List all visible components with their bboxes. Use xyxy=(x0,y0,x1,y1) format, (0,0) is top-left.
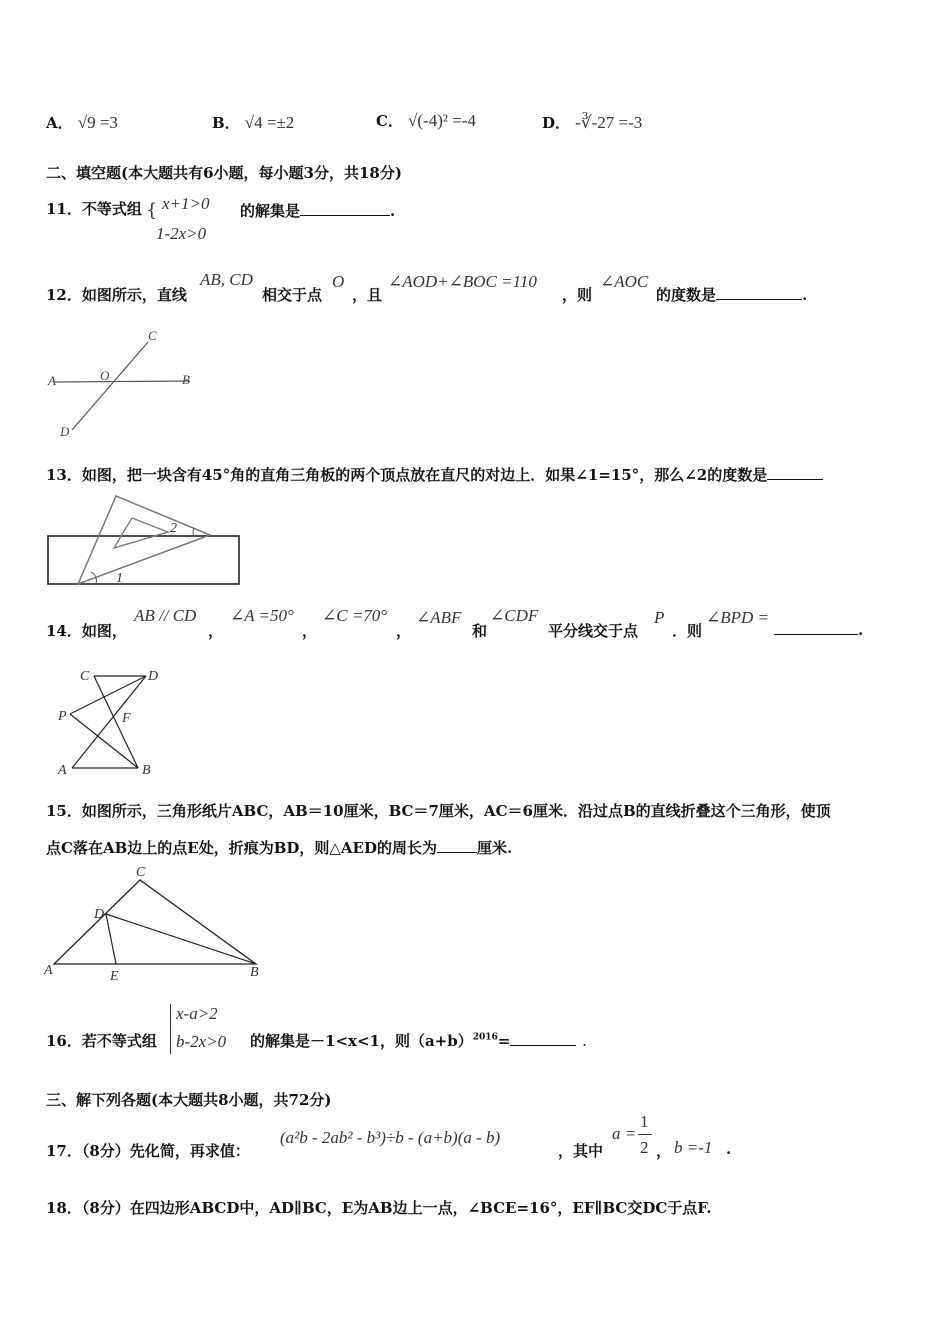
q14-angle-a: ∠A =50° xyxy=(230,606,294,625)
option-d-label: D． xyxy=(542,114,571,132)
q15-line1: 15．如图所示，三角形纸片ABC，AB＝10厘米，BC＝7厘米，AC＝6厘米．沿过点B的直线折叠这个三角形，使顶 xyxy=(46,802,831,820)
label-d: D xyxy=(94,907,105,922)
q14-c1: ， xyxy=(208,622,224,640)
q16-tail xyxy=(250,1030,587,1051)
q14-c3: ， xyxy=(396,622,412,640)
q17-t2: ，其中 xyxy=(558,1142,604,1160)
question-12 xyxy=(46,284,187,305)
option-c-label: C． xyxy=(376,112,403,130)
q14-answer-blank xyxy=(774,620,858,635)
angle-2-arc xyxy=(193,528,194,536)
set-square-outer xyxy=(78,496,210,584)
label-p: P xyxy=(58,709,67,724)
q18-text: 18．（8分）在四边形ABCD中，AD∥BC，E为AB边上一点，∠BCE=16°，EF∥BC交DC于点F. xyxy=(46,1199,712,1217)
q12-num: 12． xyxy=(46,286,82,304)
q11-suffix-wrap xyxy=(240,200,395,221)
q15-answer-blank xyxy=(437,838,477,853)
triangle-abc xyxy=(54,880,256,964)
q14-angle-cdf: ∠CDF xyxy=(490,606,539,625)
label-e: E xyxy=(110,969,119,984)
q14-c2: ， xyxy=(302,622,318,640)
q16-t1: 若不等式组 xyxy=(81,1032,157,1050)
option-d-expr: -∛-27 =-3 xyxy=(575,113,643,132)
q13-answer-blank xyxy=(767,465,823,480)
label-b: B xyxy=(250,965,259,980)
q17-frac-bar xyxy=(638,1134,652,1135)
label-1: 1 xyxy=(116,571,123,586)
q16-ineq2: b-2x>0 xyxy=(176,1032,227,1051)
q12-t4: ，则 xyxy=(562,286,593,304)
label-2: 2 xyxy=(170,521,177,536)
q14-t1: 如图， xyxy=(81,622,127,640)
option-c xyxy=(376,110,476,131)
q17-frac-den: 2 xyxy=(640,1138,649,1157)
label-o: O xyxy=(100,368,110,383)
option-b-label: B． xyxy=(212,114,240,132)
label-c: C xyxy=(80,669,90,684)
q11-ineq1: x+1>0 xyxy=(162,194,210,213)
section-3-title: 三、解下列各题(本大题共8小题，共72分) xyxy=(46,1091,332,1109)
question-13 xyxy=(46,464,823,485)
section-2-title: 二、填空题(本大题共有6小题，每小题3分，共18分) xyxy=(46,164,402,182)
q12-t5: 的度数是 xyxy=(656,286,717,304)
fold-bd xyxy=(106,914,256,964)
q12-angle-sum: ∠AOD+∠BOC =110 xyxy=(388,272,537,291)
q14-figure xyxy=(50,662,170,778)
label-b: B xyxy=(182,372,190,387)
q12-t3: ，且 xyxy=(352,286,383,304)
q11-brace: { xyxy=(146,200,158,221)
q14-angle-c: ∠C =70° xyxy=(322,606,388,625)
q15-line2a: 点C落在AB边上的点E处，折痕为BD，则△AED的周长为 xyxy=(46,839,437,857)
option-a xyxy=(46,112,118,133)
q14-end: . xyxy=(858,621,864,639)
option-b-expr: √4 =±2 xyxy=(244,113,295,132)
q14-t3: 平分线交于点 xyxy=(548,622,639,640)
q16-brace xyxy=(170,1004,173,1054)
q14-num: 14． xyxy=(46,622,82,640)
q11-ineq2: 1-2x>0 xyxy=(156,224,207,243)
label-b: B xyxy=(142,763,151,778)
q14-t4: ．则 xyxy=(672,622,703,640)
segment-de xyxy=(106,914,116,964)
question-11 xyxy=(46,198,142,219)
q14-tail xyxy=(774,620,863,639)
q16-t3: = xyxy=(497,1032,511,1050)
q14-t2: 和 xyxy=(472,622,488,640)
set-square-inner xyxy=(114,518,168,548)
label-c: C xyxy=(148,328,157,343)
segment-da xyxy=(72,676,146,768)
q14-angle-bpd: ∠BPD = xyxy=(706,608,770,627)
q12-t1: 如图所示，直线 xyxy=(81,286,187,304)
q17-expression: (a²b - 2ab² - b³)÷b - (a+b)(a - b) xyxy=(280,1128,501,1147)
q12-lines: AB, CD xyxy=(200,270,253,289)
question-14 xyxy=(46,620,127,641)
label-a: A xyxy=(58,763,67,778)
segment-cb xyxy=(94,676,138,768)
label-d: D xyxy=(60,424,70,439)
q15-line2b: 厘米. xyxy=(477,839,513,857)
q17-end: . xyxy=(726,1140,732,1158)
option-b xyxy=(212,112,294,133)
label-a: A xyxy=(48,373,56,388)
q16-ineq1: x-a>2 xyxy=(176,1004,218,1023)
option-a-label: A． xyxy=(46,114,73,132)
q12-point-o: O xyxy=(332,272,345,291)
q12-t2: 相交于点 xyxy=(262,286,323,304)
q13-figure xyxy=(44,490,244,588)
line-ab xyxy=(54,381,190,382)
q16-end: . xyxy=(582,1031,587,1050)
q17-frac-num: 1 xyxy=(640,1112,649,1131)
q11-suffix: 的解集是 xyxy=(240,202,301,220)
label-d: D xyxy=(148,669,159,684)
q17-num: 17． xyxy=(46,1142,82,1160)
option-a-expr: √9 =3 xyxy=(77,113,118,132)
q14-angle-abf: ∠ABF xyxy=(416,608,462,627)
option-d xyxy=(542,112,642,133)
label-a: A xyxy=(44,963,53,978)
q12-answer-blank xyxy=(716,285,802,300)
q17-t1: （8分）先化简，再求值： xyxy=(81,1142,250,1160)
q11-num: 11． xyxy=(46,200,82,218)
question-16 xyxy=(46,1030,157,1051)
line-cd xyxy=(72,342,148,430)
q12-end: . xyxy=(802,286,808,304)
q16-num: 16． xyxy=(46,1032,82,1050)
q16-answer-blank xyxy=(510,1031,576,1046)
q14-parallel: AB // CD xyxy=(134,606,197,625)
q15-figure xyxy=(40,862,270,984)
question-17 xyxy=(46,1140,250,1161)
option-c-expr: √(-4)² =-4 xyxy=(408,111,476,130)
q12-tail xyxy=(656,284,807,305)
q17-a-eq: a = xyxy=(612,1124,637,1143)
q11-answer-blank xyxy=(300,201,390,216)
q16-t2: 的解集是－1<x<1，则（a+b） xyxy=(250,1032,473,1050)
q17-comma: ， xyxy=(656,1142,672,1160)
label-f: F xyxy=(122,711,131,726)
q12-figure xyxy=(40,322,210,444)
q11-prefix: 不等式组 xyxy=(81,200,142,218)
q16-exponent: 2016 xyxy=(472,1032,498,1043)
q11-end: . xyxy=(390,202,396,220)
label-c: C xyxy=(136,865,146,880)
q14-point-p: P xyxy=(654,608,665,627)
q17-b-eq: b =-1 xyxy=(674,1138,713,1157)
q13-text: 13．如图，把一块含有45°角的直角三角板的两个顶点放在直尺的对边上．如果∠1=15°，那么∠2的度数是 xyxy=(46,466,768,484)
q12-angle-aoc: ∠AOC xyxy=(600,272,649,291)
q15-line2 xyxy=(46,837,512,858)
